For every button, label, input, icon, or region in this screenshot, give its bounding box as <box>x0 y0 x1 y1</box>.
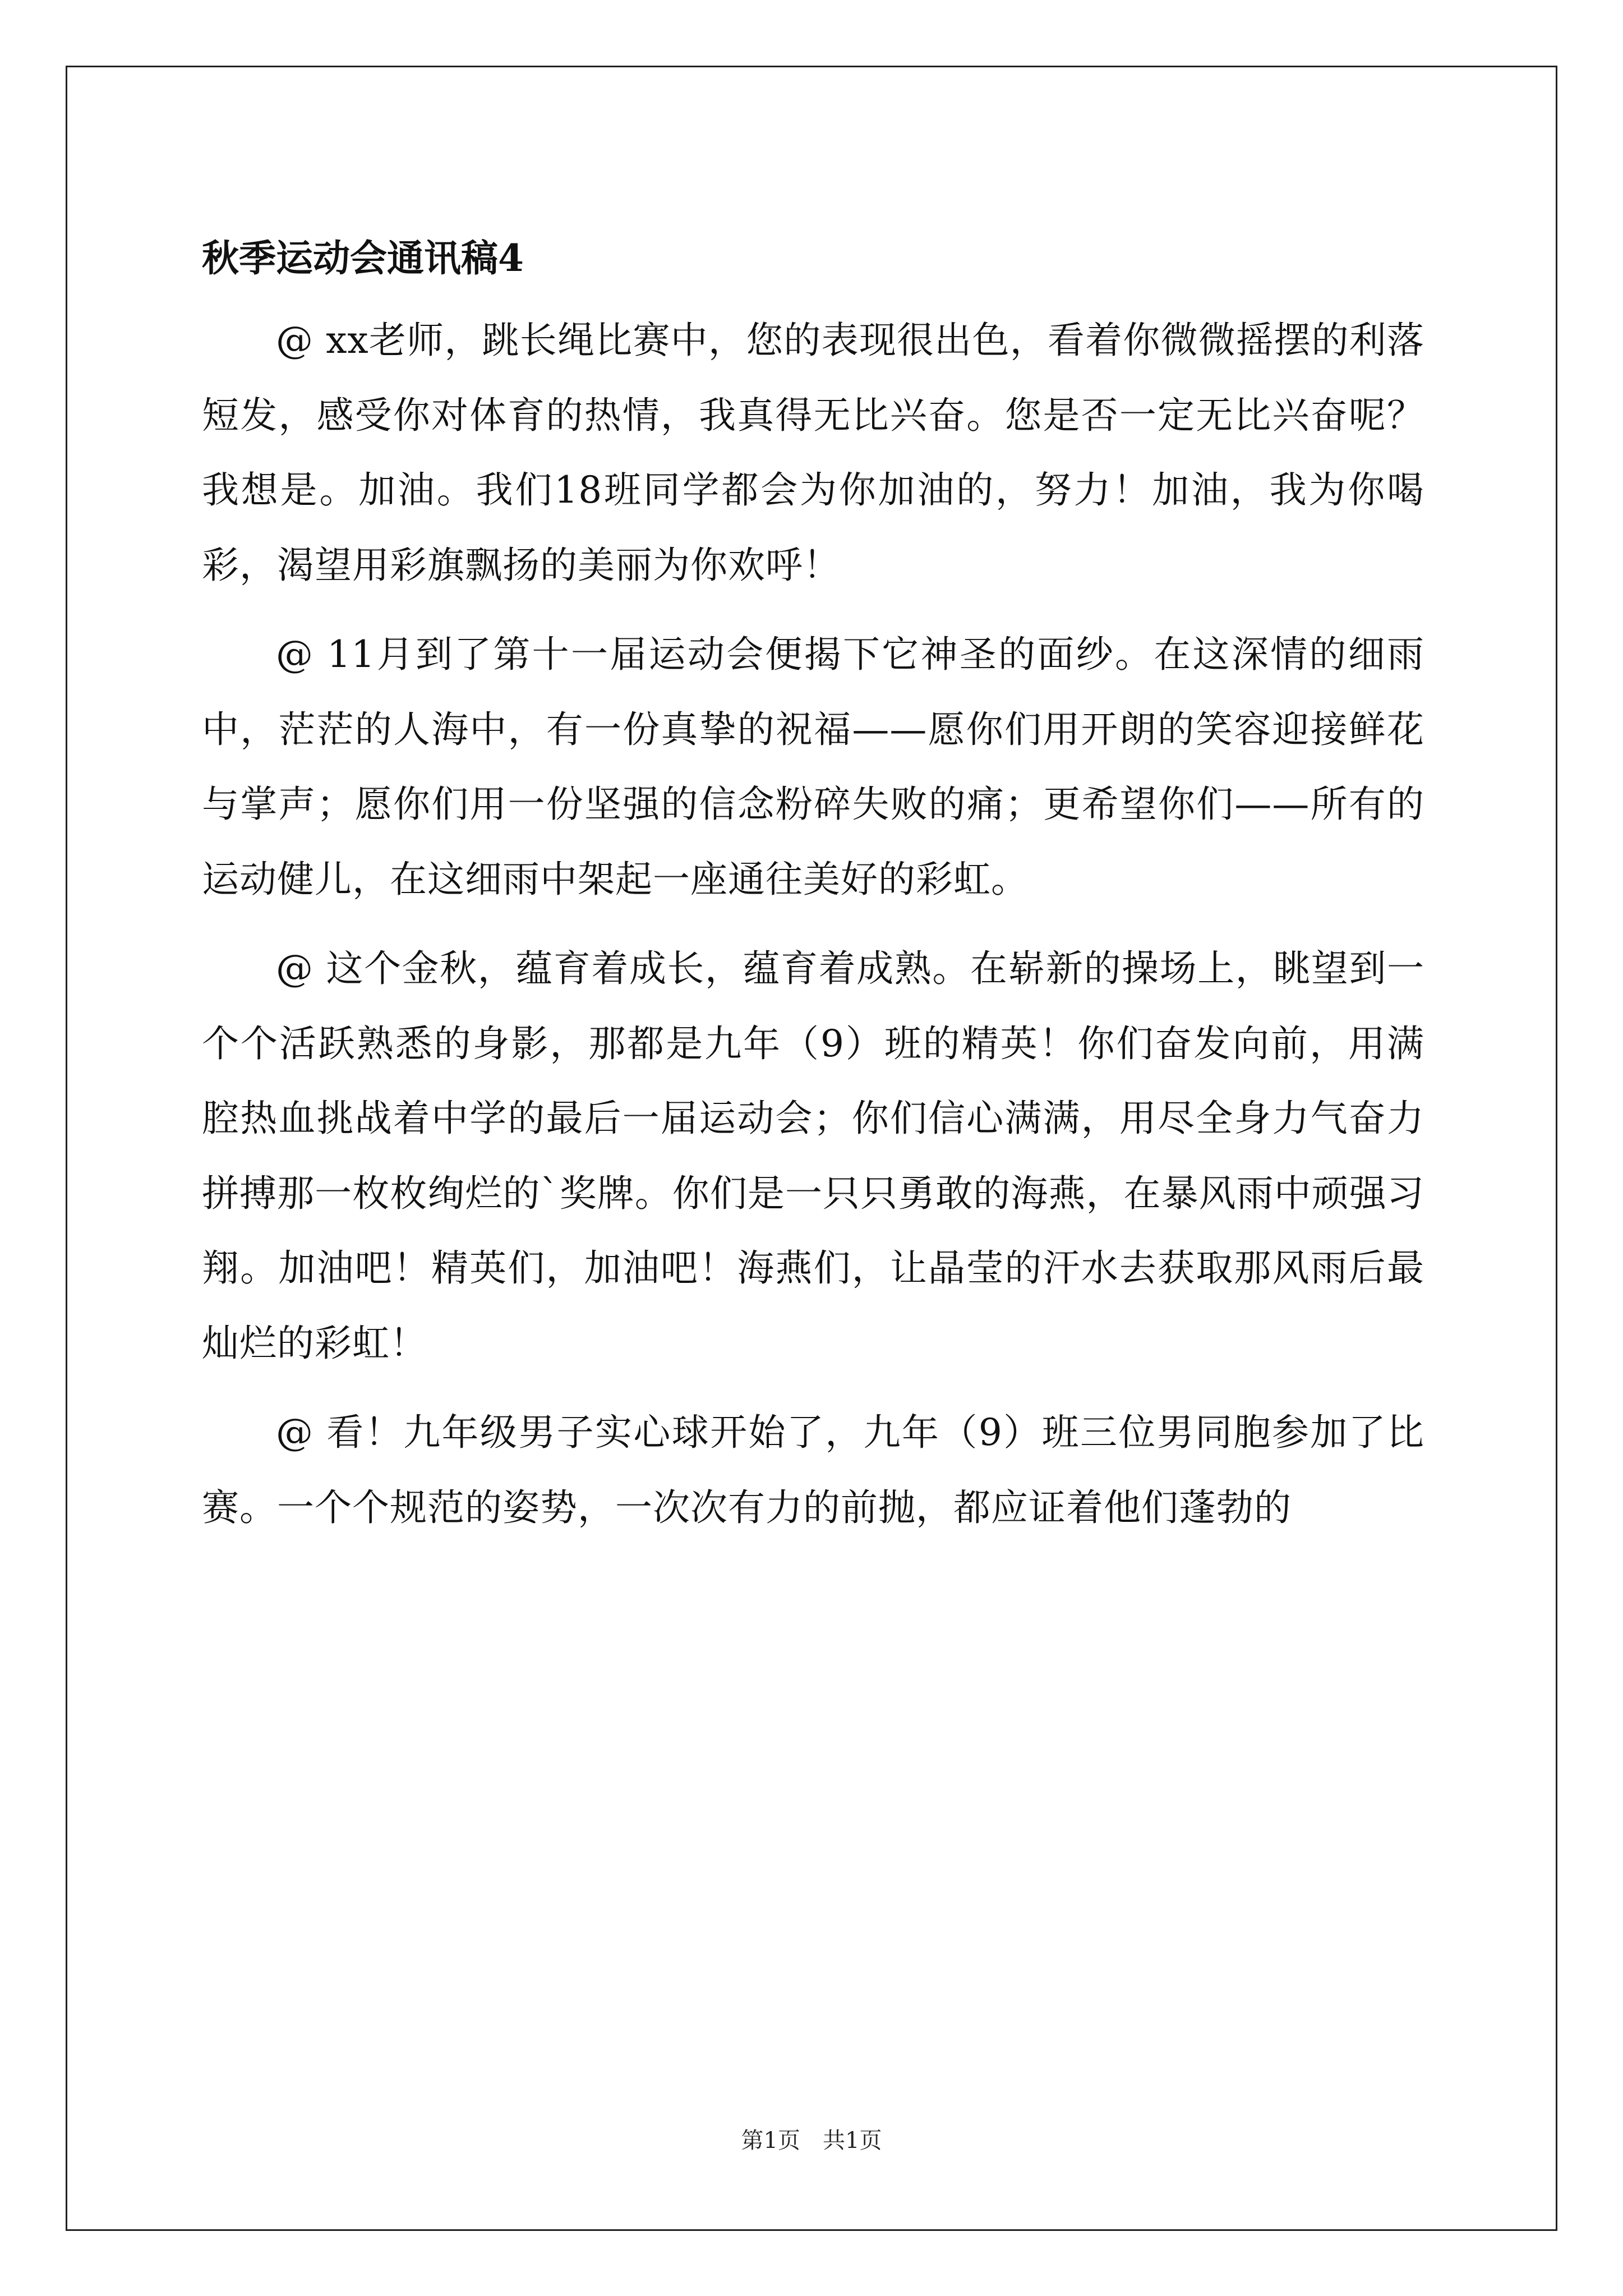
paragraph-4: @ 看！九年级男子实心球开始了，九年（9）班三位男同胞参加了比赛。一个个规范的姿势，一次次有力的前抛，都应证着他们蓬勃的 <box>202 1411 1424 1529</box>
page-footer: 第1页 共1页 <box>741 2128 882 2154</box>
document-body <box>202 213 1424 1559</box>
paragraph-1: @ xx老师，跳长绳比赛中，您的表现很出色，看着你微微摇摆的利落短发，感受你对体育的热情，我真得无比兴奋。您是否一定无比兴奋呢？我想是。加油。我们18班同学都会为你加油的，努力！加油，我为你喝彩，渴望用彩旗飘扬的美丽为你欢呼！ <box>202 319 1424 587</box>
paragraph-2: @ 11月到了第十一届运动会便揭下它神圣的面纱。在这深情的细雨中，茫茫的人海中，有一份真挚的祝福——愿你们用开朗的笑容迎接鲜花与掌声；愿你们用一份坚强的信念粉碎失败的痛；更希望你们——所有的运动健儿，在这细雨中架起一座通往美好的彩虹。 <box>202 633 1424 901</box>
document-title: 秋季运动会通讯稿4 <box>202 236 524 280</box>
paragraph-3: @ 这个金秋，蕴育着成长，蕴育着成熟。在崭新的操场上，眺望到一个个活跃熟悉的身影，那都是九年（9）班的精英！你们奋发向前，用满腔热血挑战着中学的最后一届运动会；你们信心满满，用尽全身力气奋力拼搏那一枚枚绚烂的`奖牌。你们是一只只勇敢的海燕，在暴风雨中顽强习翔。加油吧！精英们，加油吧！海燕们，让晶莹的汗水去获取那风雨后最灿烂的彩虹！ <box>202 947 1424 1365</box>
